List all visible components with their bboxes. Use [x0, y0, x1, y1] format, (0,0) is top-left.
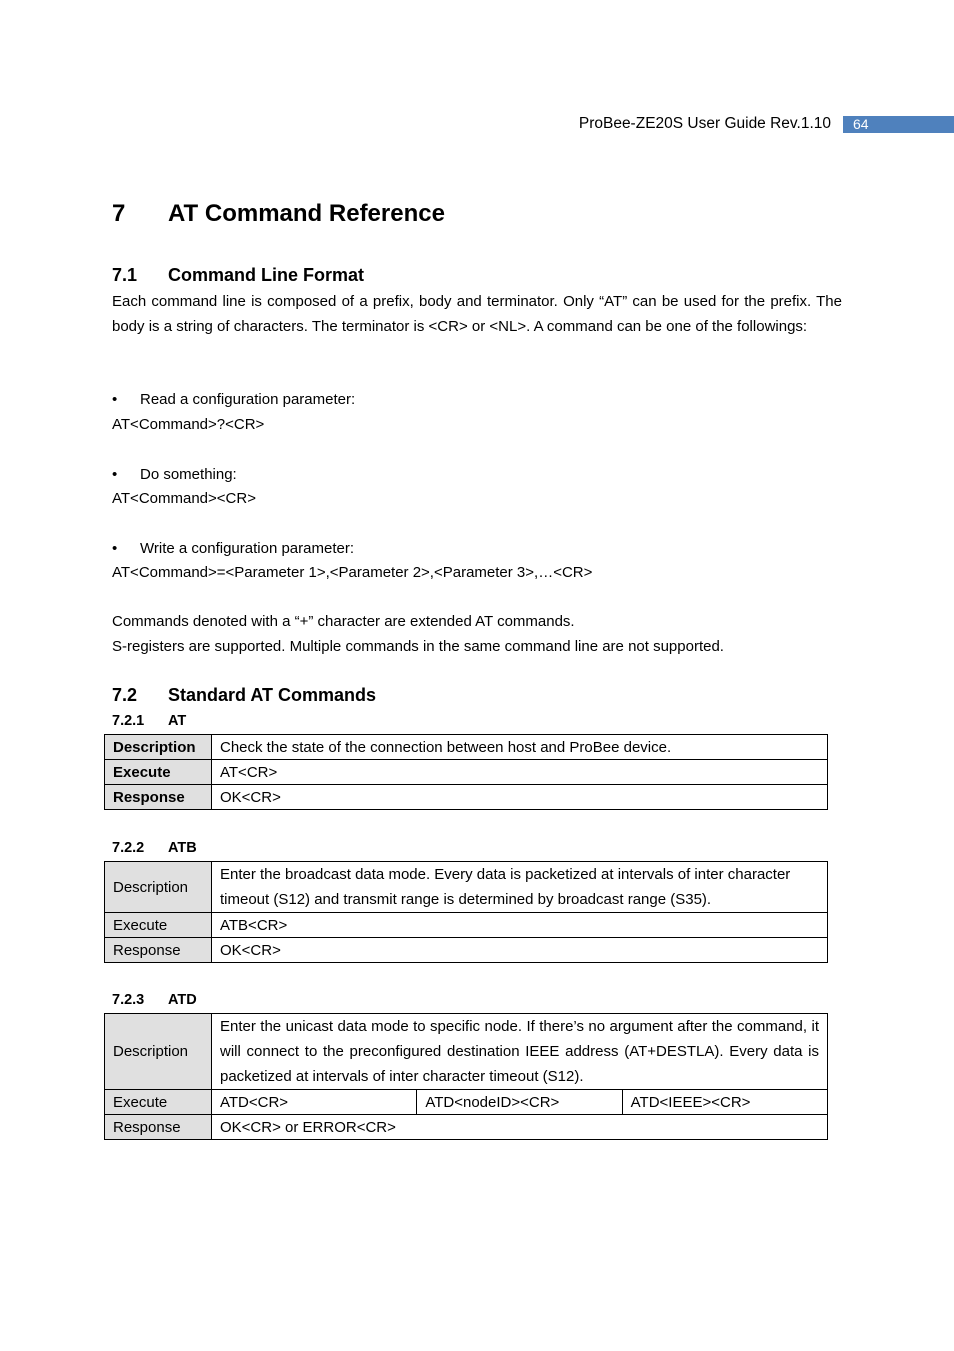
header-title: ProBee-ZE20S User Guide Rev.1.10: [578, 115, 831, 132]
note-extended-commands: Commands denoted with a “+” character are extended AT commands.: [112, 613, 575, 630]
table-row: [105, 938, 828, 963]
page-number: 64: [843, 116, 954, 133]
subsection-title: AT: [168, 713, 187, 729]
subsection-number: 7.2.3: [112, 992, 145, 1008]
note-s-registers: S-registers are supported. Multiple commands in the same command line are not supported.: [112, 638, 724, 655]
table-row: [105, 913, 828, 938]
section-title: Standard AT Commands: [168, 685, 377, 705]
response-value: OK<CR>: [212, 938, 828, 963]
description-value: Check the state of the connection between host and ProBee device.: [212, 735, 828, 760]
chapter-number: 7: [112, 200, 126, 227]
execute-label: Execute: [105, 913, 212, 938]
subsection-heading-at: [112, 713, 187, 729]
subsection-heading-atd: [112, 992, 197, 1008]
bullet-icon: •: [112, 391, 118, 408]
subsection-number: 7.2.2: [112, 840, 145, 856]
section-number: 7.2: [112, 685, 138, 705]
subsection-number: 7.2.1: [112, 713, 145, 729]
description-label: Description: [105, 862, 212, 913]
description-label: Description: [105, 735, 212, 760]
list-item-label: Write a configuration parameter:: [140, 540, 354, 557]
section-heading-7-2: [112, 685, 377, 706]
page-header: [0, 114, 954, 134]
execute-label: Execute: [105, 760, 212, 785]
table-row: [105, 862, 828, 913]
atb-command-table: [104, 861, 828, 963]
chapter-title: AT Command Reference: [168, 200, 445, 227]
subsection-title: ATB: [168, 840, 197, 856]
execute-value: ATD<nodeID><CR>: [417, 1090, 622, 1115]
response-label: Response: [105, 938, 212, 963]
atd-command-table: [104, 1013, 828, 1140]
table-row: [105, 1115, 828, 1140]
table-row: [105, 760, 828, 785]
execute-value: ATB<CR>: [212, 913, 828, 938]
section-title: Command Line Format: [168, 265, 365, 285]
description-value: Enter the unicast data mode to specific node. If there’s no argument after the command, it will connect to the preconfigured destination IEEE address (AT+DESTLA). Every data is packetized at intervals of inter character timeout (S12).: [212, 1014, 828, 1090]
section-heading-7-1: [112, 265, 365, 286]
command-syntax: AT<Command><CR>: [112, 490, 256, 507]
execute-label: Execute: [105, 1090, 212, 1115]
execute-value: ATD<CR>: [212, 1090, 417, 1115]
list-item-label: Do something:: [140, 466, 237, 483]
execute-value: ATD<IEEE><CR>: [622, 1090, 827, 1115]
subsection-title: ATD: [168, 992, 197, 1008]
table-row: [105, 1014, 828, 1090]
subsection-heading-atb: [112, 840, 197, 856]
response-label: Response: [105, 1115, 212, 1140]
response-value: OK<CR> or ERROR<CR>: [212, 1115, 828, 1140]
section-number: 7.1: [112, 265, 138, 285]
description-label: Description: [105, 1014, 212, 1090]
at-command-table: [104, 734, 828, 810]
response-value: OK<CR>: [212, 785, 828, 810]
execute-value: AT<CR>: [212, 760, 828, 785]
response-label: Response: [105, 785, 212, 810]
command-syntax: AT<Command>?<CR>: [112, 416, 265, 433]
table-row: [105, 1090, 828, 1115]
table-row: [105, 735, 828, 760]
bullet-icon: •: [112, 540, 118, 557]
command-syntax: AT<Command>=<Parameter 1>,<Parameter 2>,<Parameter 3>,…<CR>: [112, 564, 593, 581]
intro-paragraph: Each command line is composed of a prefix, body and terminator. Only “AT” can be used for the prefix. The body is a string of characters. The terminator is <CR> or <NL>. A command can be one of the followings:: [112, 293, 842, 335]
list-item-label: Read a configuration parameter:: [140, 391, 356, 408]
description-value: Enter the broadcast data mode. Every data is packetized at intervals of inter character timeout (S12) and transmit range is determined by broadcast range (S35).: [212, 862, 828, 913]
table-row: [105, 785, 828, 810]
bullet-icon: •: [112, 466, 118, 483]
